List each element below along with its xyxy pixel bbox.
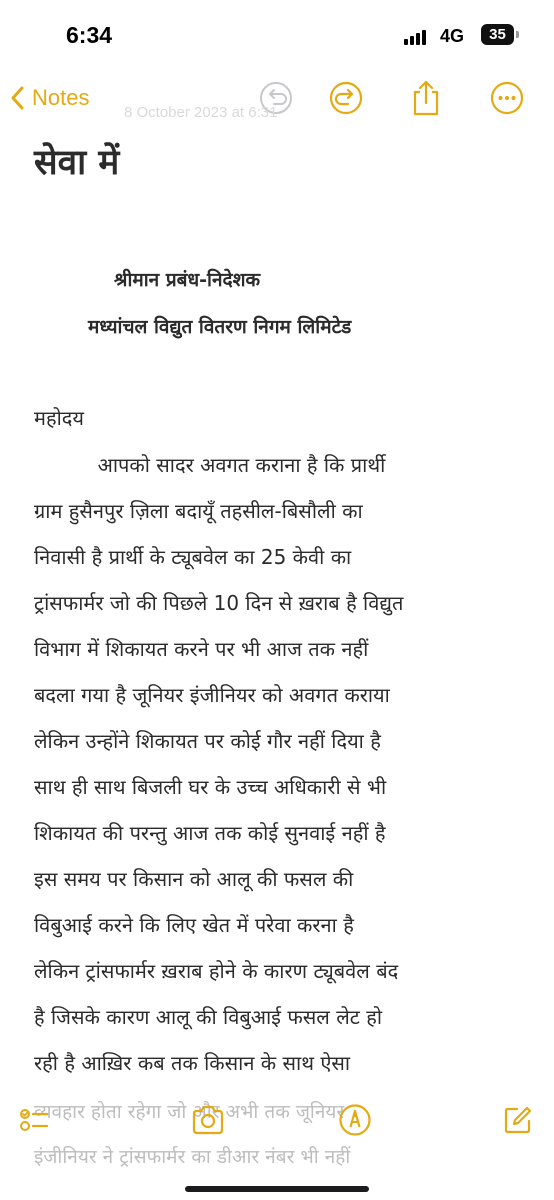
bottom-toolbar — [0, 1090, 554, 1150]
compose-icon[interactable] — [496, 1098, 540, 1142]
body-line[interactable]: ट्रांसफार्मर जो की पिछले 10 दिन से ख़राब है विद्युत — [34, 591, 404, 615]
checklist-icon[interactable] — [12, 1098, 56, 1142]
body-line[interactable]: विभाग में शिकायत करने पर भी आज तक नहीं — [34, 637, 369, 661]
body-line[interactable]: लेकिन ट्रांसफार्मर ख़राब होने के कारण ट्यूबवेल बंद — [34, 959, 399, 983]
faded-body-line: व्यवहार होता रहेगा जो और अभी तक जूनियर — [34, 1101, 345, 1123]
body-line[interactable]: इस समय पर किसान को आलू की फसल की — [34, 867, 354, 891]
back-label: Notes — [32, 85, 90, 110]
network-type: 4G — [440, 26, 465, 46]
markup-icon[interactable] — [333, 1098, 377, 1142]
body-line[interactable]: लेकिन उन्होंने शिकायत पर कोई गौर नहीं दिया है — [34, 729, 381, 753]
note-date: 8 October 2023 at 6:31 — [124, 104, 278, 121]
body-line[interactable]: साथ ही साथ बिजली घर के उच्च अधिकारी से भी — [34, 775, 387, 799]
status-time: 6:34 — [66, 22, 113, 48]
body-line[interactable]: निवासी है प्रार्थी के ट्यूबवेल का 25 केवी का — [34, 545, 352, 569]
body-line[interactable]: है जिसके कारण आलू की विबुआई फसल लेट हो — [34, 1005, 383, 1029]
battery-level: 35 — [489, 26, 506, 43]
home-indicator — [185, 1186, 369, 1192]
address-line[interactable]: मध्यांचल विद्युत वितरण निगम लिमिटेड — [88, 316, 352, 338]
body-line[interactable]: शिकायत की परन्तु आज तक कोई सुनवाई नहीं है — [34, 821, 386, 845]
body-line[interactable]: ग्राम हुसैनपुर ज़िला बदायूँ तहसील-बिसौली का — [34, 499, 363, 523]
camera-icon[interactable] — [186, 1098, 230, 1142]
salutation[interactable]: महोदय — [34, 406, 84, 430]
body-line[interactable]: रही है आख़िर कब तक किसान के साथ ऐसा — [34, 1051, 351, 1075]
note-title[interactable]: सेवा में — [34, 143, 120, 183]
faded-body-line: इंजीनियर ने ट्रांसफार्मर का डीआर नंबर भी नहीं — [34, 1146, 351, 1168]
address-line[interactable]: श्रीमान प्रबंध-निदेशक — [114, 269, 261, 291]
body-line[interactable]: विबुआई करने कि लिए खेत में परेवा करना है — [34, 913, 354, 937]
body-line[interactable]: बदला गया है जूनियर इंजीनियर को अवगत कराया — [34, 683, 390, 707]
body-line[interactable]: आपको सादर अवगत कराना है कि प्रार्थी — [34, 453, 386, 477]
